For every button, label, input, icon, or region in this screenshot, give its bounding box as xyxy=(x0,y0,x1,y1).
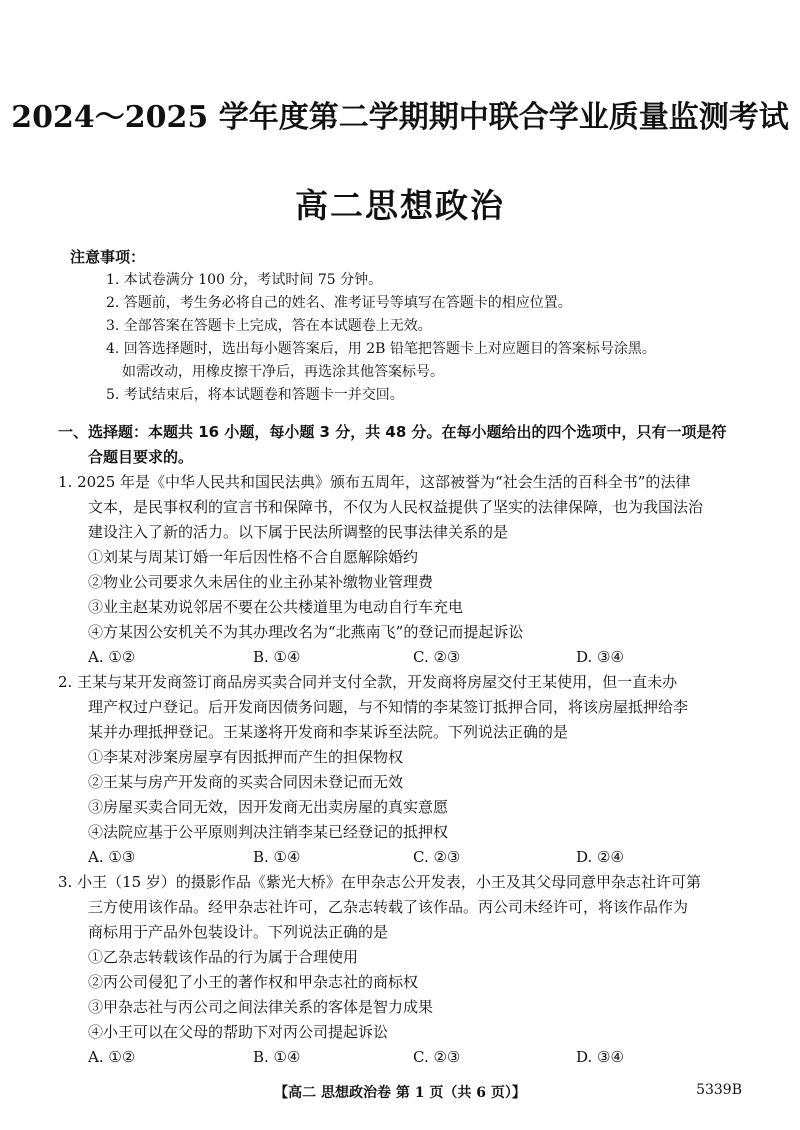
statement-option: ③业主赵某劝说邻居不要在公共楼道里为电动自行车充电 xyxy=(88,598,464,616)
question-stem-line: 商标用于产品外包装设计。下列说法正确的是 xyxy=(88,923,389,941)
section-heading-line: 合题目要求的。 xyxy=(88,448,194,466)
exam-title: 2024～2025 学年度第二学期期中联合学业质量监测考试 xyxy=(11,100,789,135)
choice-b: B. ①④ xyxy=(253,848,301,866)
answer-choices xyxy=(58,645,758,670)
choice-c: C. ②③ xyxy=(413,848,461,866)
section-heading xyxy=(58,420,748,470)
paper-code: 5339B xyxy=(696,1082,742,1098)
note-item: 3. 全部答案在答题卡上完成，答在本试题卷上无效。 xyxy=(106,318,432,334)
choice-c: C. ②③ xyxy=(413,1048,461,1066)
statement-option: ④方某因公安机关不为其办理改名为“北燕南飞”的登记而提起诉讼 xyxy=(88,623,524,641)
answer-choices xyxy=(58,1045,758,1070)
notes-heading: 注意事项： xyxy=(70,248,146,266)
choice-b: B. ①④ xyxy=(253,1048,301,1066)
statement-option: ④法院应基于公平原则判决注销李某已经登记的抵押权 xyxy=(88,823,449,841)
question-stem-line: 建设注入了新的活力。以下属于民法所调整的民事法律关系的是 xyxy=(88,523,509,541)
choice-c: C. ②③ xyxy=(413,648,461,666)
question-stem-line: 文本，是民事权利的宣言书和保障书，不仅为人民权益提供了坚实的法律保障，也为我国法治 xyxy=(88,498,704,516)
question-2 xyxy=(58,670,758,870)
notes-block xyxy=(70,246,760,407)
subject-title: 高二思想政治 xyxy=(295,186,505,225)
question-stem-line: 2. 王某与某开发商签订商品房买卖合同并支付全款，开发商将房屋交付王某使用，但一直未办 xyxy=(58,673,678,691)
statement-option: ④小王可以在父母的帮助下对丙公司提起诉讼 xyxy=(88,1023,389,1041)
page-footer: 【高二 思想政治卷 第 1 页（共 6 页）】 xyxy=(274,1085,526,1101)
answer-choices xyxy=(58,845,758,870)
statement-option: ②物业公司要求久未居住的业主孙某补缴物业管理费 xyxy=(88,573,434,591)
question-stem-line: 理产权过户登记。后开发商因债务问题，与不知情的李某签订抵押合同，将该房屋抵押给李 xyxy=(88,698,689,716)
statement-option: ①乙杂志转载该作品的行为属于合理使用 xyxy=(88,948,359,966)
note-item-continuation: 如需改动，用橡皮擦干净后，再选涂其他答案标号。 xyxy=(122,364,444,380)
choice-d: D. ③④ xyxy=(576,1048,624,1066)
statement-option: ②丙公司侵犯了小王的著作权和甲杂志社的商标权 xyxy=(88,973,419,991)
choice-b: B. ①④ xyxy=(253,648,301,666)
section-heading-line: 一、选择题：本题共 16 小题，每小题 3 分，共 48 分。在每小题给出的四个选项中，只有一项是符 xyxy=(58,423,727,441)
note-item: 4. 回答选择题时，选出每小题答案后，用 2B 铅笔把答题卡上对应题目的答案标号涂黑。 xyxy=(106,341,656,357)
choice-d: D. ③④ xyxy=(576,648,624,666)
statement-option: ③甲杂志社与丙公司之间法律关系的客体是智力成果 xyxy=(88,998,434,1016)
choice-d: D. ②④ xyxy=(576,848,624,866)
note-item: 5. 考试结束后，将本试题卷和答题卡一并交回。 xyxy=(106,387,404,403)
statement-option: ②王某与房产开发商的买卖合同因未登记而无效 xyxy=(88,773,404,791)
statement-option: ③房屋买卖合同无效，因开发商无出卖房屋的真实意愿 xyxy=(88,798,449,816)
question-stem-line: 1. 2025 年是《中华人民共和国民法典》颁布五周年，这部被誉为“社会生活的百科全书”的法律 xyxy=(58,473,691,491)
choice-a: A. ①② xyxy=(88,648,136,666)
statement-option: ①刘某与周某订婚一年后因性格不合自愿解除婚约 xyxy=(88,548,419,566)
question-3 xyxy=(58,870,758,1070)
note-item: 1. 本试卷满分 100 分，考试时间 75 分钟。 xyxy=(106,272,383,288)
statement-option: ①李某对涉案房屋享有因抵押而产生的担保物权 xyxy=(88,748,404,766)
question-stem-line: 三方使用该作品。经甲杂志社许可，乙杂志转载了该作品。丙公司未经许可，将该作品作为 xyxy=(88,898,689,916)
question-stem-line: 3. 小王（15 岁）的摄影作品《紫光大桥》在甲杂志公开发表，小王及其父母同意甲杂志社许可第 xyxy=(58,873,701,891)
note-item: 2. 答题前，考生务必将自己的姓名、准考证号等填写在答题卡的相应位置。 xyxy=(106,295,572,311)
question-1 xyxy=(58,470,758,670)
choice-a: A. ①③ xyxy=(88,848,136,866)
choice-a: A. ①② xyxy=(88,1048,136,1066)
question-stem-line: 某并办理抵押登记。王某遂将开发商和李某诉至法院。下列说法正确的是 xyxy=(88,723,569,741)
